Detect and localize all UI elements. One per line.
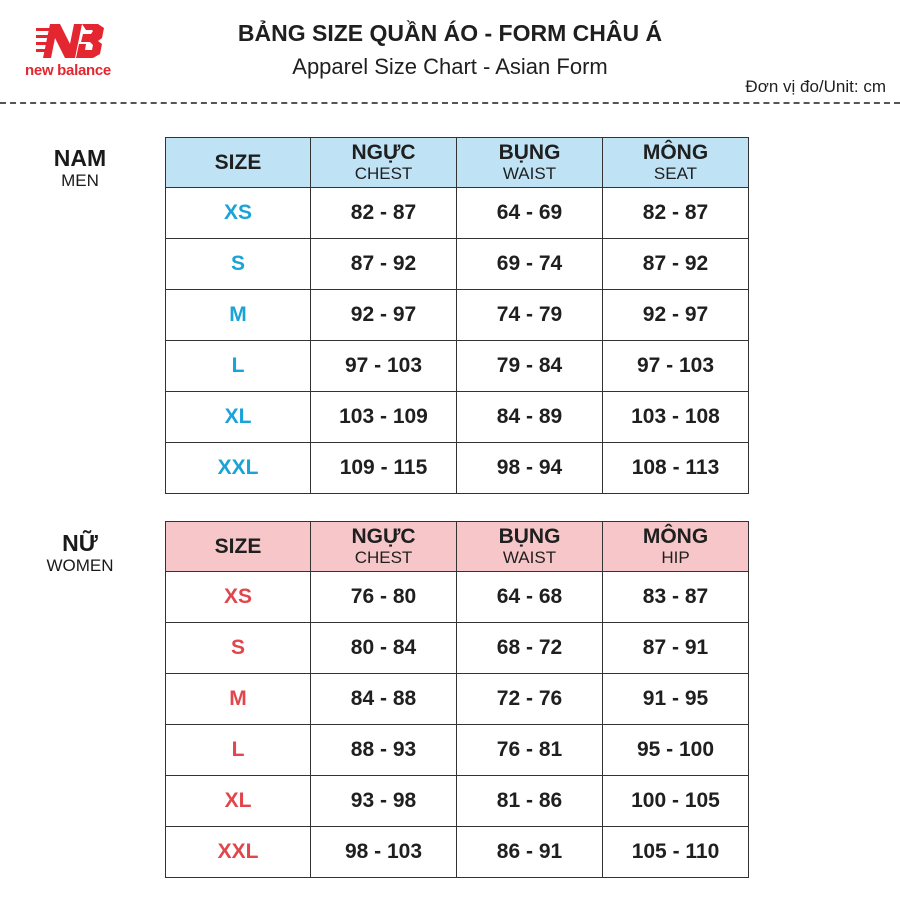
women-col-waist: BỤNG WAIST: [457, 522, 603, 572]
chest-cell: 97 - 103: [311, 341, 457, 392]
women-col-chest: NGỰC CHEST: [311, 522, 457, 572]
men-label-en: MEN: [61, 171, 99, 190]
women-label-vn: NỮ: [62, 530, 98, 556]
table-row: [166, 290, 749, 341]
size-cell: XL: [166, 392, 311, 443]
table-row: [166, 239, 749, 290]
nb-logo-icon: [36, 22, 108, 60]
hip-cell: 100 - 105: [603, 776, 749, 827]
dashed-divider: [0, 102, 900, 104]
waist-cell: 98 - 94: [457, 443, 603, 494]
hip-cell: 95 - 100: [603, 725, 749, 776]
men-col-waist: BỤNG WAIST: [457, 138, 603, 188]
waist-cell: 79 - 84: [457, 341, 603, 392]
size-cell: XS: [166, 572, 311, 623]
men-col-seat: MÔNG SEAT: [603, 138, 749, 188]
table-row: [166, 392, 749, 443]
women-label-en: WOMEN: [46, 556, 114, 575]
waist-cell: 74 - 79: [457, 290, 603, 341]
men-col-chest: NGỰC CHEST: [311, 138, 457, 188]
waist-cell: 64 - 69: [457, 188, 603, 239]
size-cell: S: [166, 239, 311, 290]
seat-cell: 82 - 87: [603, 188, 749, 239]
waist-cell: 72 - 76: [457, 674, 603, 725]
size-cell: XL: [166, 776, 311, 827]
women-header-row: [166, 522, 749, 572]
chest-cell: 87 - 92: [311, 239, 457, 290]
brand-logo: [14, 22, 124, 84]
hip-cell: 83 - 87: [603, 572, 749, 623]
size-cell: XXL: [166, 443, 311, 494]
seat-cell: 92 - 97: [603, 290, 749, 341]
table-row: [166, 188, 749, 239]
seat-cell: 97 - 103: [603, 341, 749, 392]
waist-cell: 64 - 68: [457, 572, 603, 623]
unit-label: Đơn vị đo/Unit: cm: [745, 77, 886, 96]
size-cell: M: [166, 674, 311, 725]
table-row: [166, 623, 749, 674]
chest-cell: 109 - 115: [311, 443, 457, 494]
men-label-vn: NAM: [53, 145, 107, 171]
men-col-size: SIZE: [166, 138, 311, 188]
hip-cell: 87 - 91: [603, 623, 749, 674]
brand-name: new balance: [25, 62, 111, 79]
men-size-table: [165, 137, 749, 494]
women-section-label: [5, 530, 155, 576]
size-cell: M: [166, 290, 311, 341]
waist-cell: 68 - 72: [457, 623, 603, 674]
table-row: [166, 827, 749, 878]
table-row: [166, 572, 749, 623]
size-cell: L: [166, 725, 311, 776]
waist-cell: 86 - 91: [457, 827, 603, 878]
waist-cell: 84 - 89: [457, 392, 603, 443]
size-cell: S: [166, 623, 311, 674]
waist-cell: 81 - 86: [457, 776, 603, 827]
chest-cell: 88 - 93: [311, 725, 457, 776]
hip-cell: 91 - 95: [603, 674, 749, 725]
chest-cell: 98 - 103: [311, 827, 457, 878]
men-header-row: [166, 138, 749, 188]
chest-cell: 76 - 80: [311, 572, 457, 623]
chest-cell: 84 - 88: [311, 674, 457, 725]
chest-cell: 82 - 87: [311, 188, 457, 239]
men-section-label: [5, 145, 155, 191]
women-col-hip: MÔNG HIP: [603, 522, 749, 572]
women-size-table: [165, 521, 749, 878]
hip-cell: 105 - 110: [603, 827, 749, 878]
table-row: [166, 674, 749, 725]
waist-cell: 69 - 74: [457, 239, 603, 290]
seat-cell: 87 - 92: [603, 239, 749, 290]
chest-cell: 103 - 109: [311, 392, 457, 443]
page-title: BẢNG SIZE QUẦN ÁO - FORM CHÂU Á: [237, 20, 663, 46]
table-row: [166, 341, 749, 392]
page-subtitle: Apparel Size Chart - Asian Form: [292, 54, 608, 79]
table-row: [166, 776, 749, 827]
chest-cell: 92 - 97: [311, 290, 457, 341]
chest-cell: 80 - 84: [311, 623, 457, 674]
size-cell: XXL: [166, 827, 311, 878]
table-row: [166, 443, 749, 494]
table-row: [166, 725, 749, 776]
chest-cell: 93 - 98: [311, 776, 457, 827]
seat-cell: 108 - 113: [603, 443, 749, 494]
size-cell: L: [166, 341, 311, 392]
seat-cell: 103 - 108: [603, 392, 749, 443]
size-cell: XS: [166, 188, 311, 239]
waist-cell: 76 - 81: [457, 725, 603, 776]
women-col-size: SIZE: [166, 522, 311, 572]
